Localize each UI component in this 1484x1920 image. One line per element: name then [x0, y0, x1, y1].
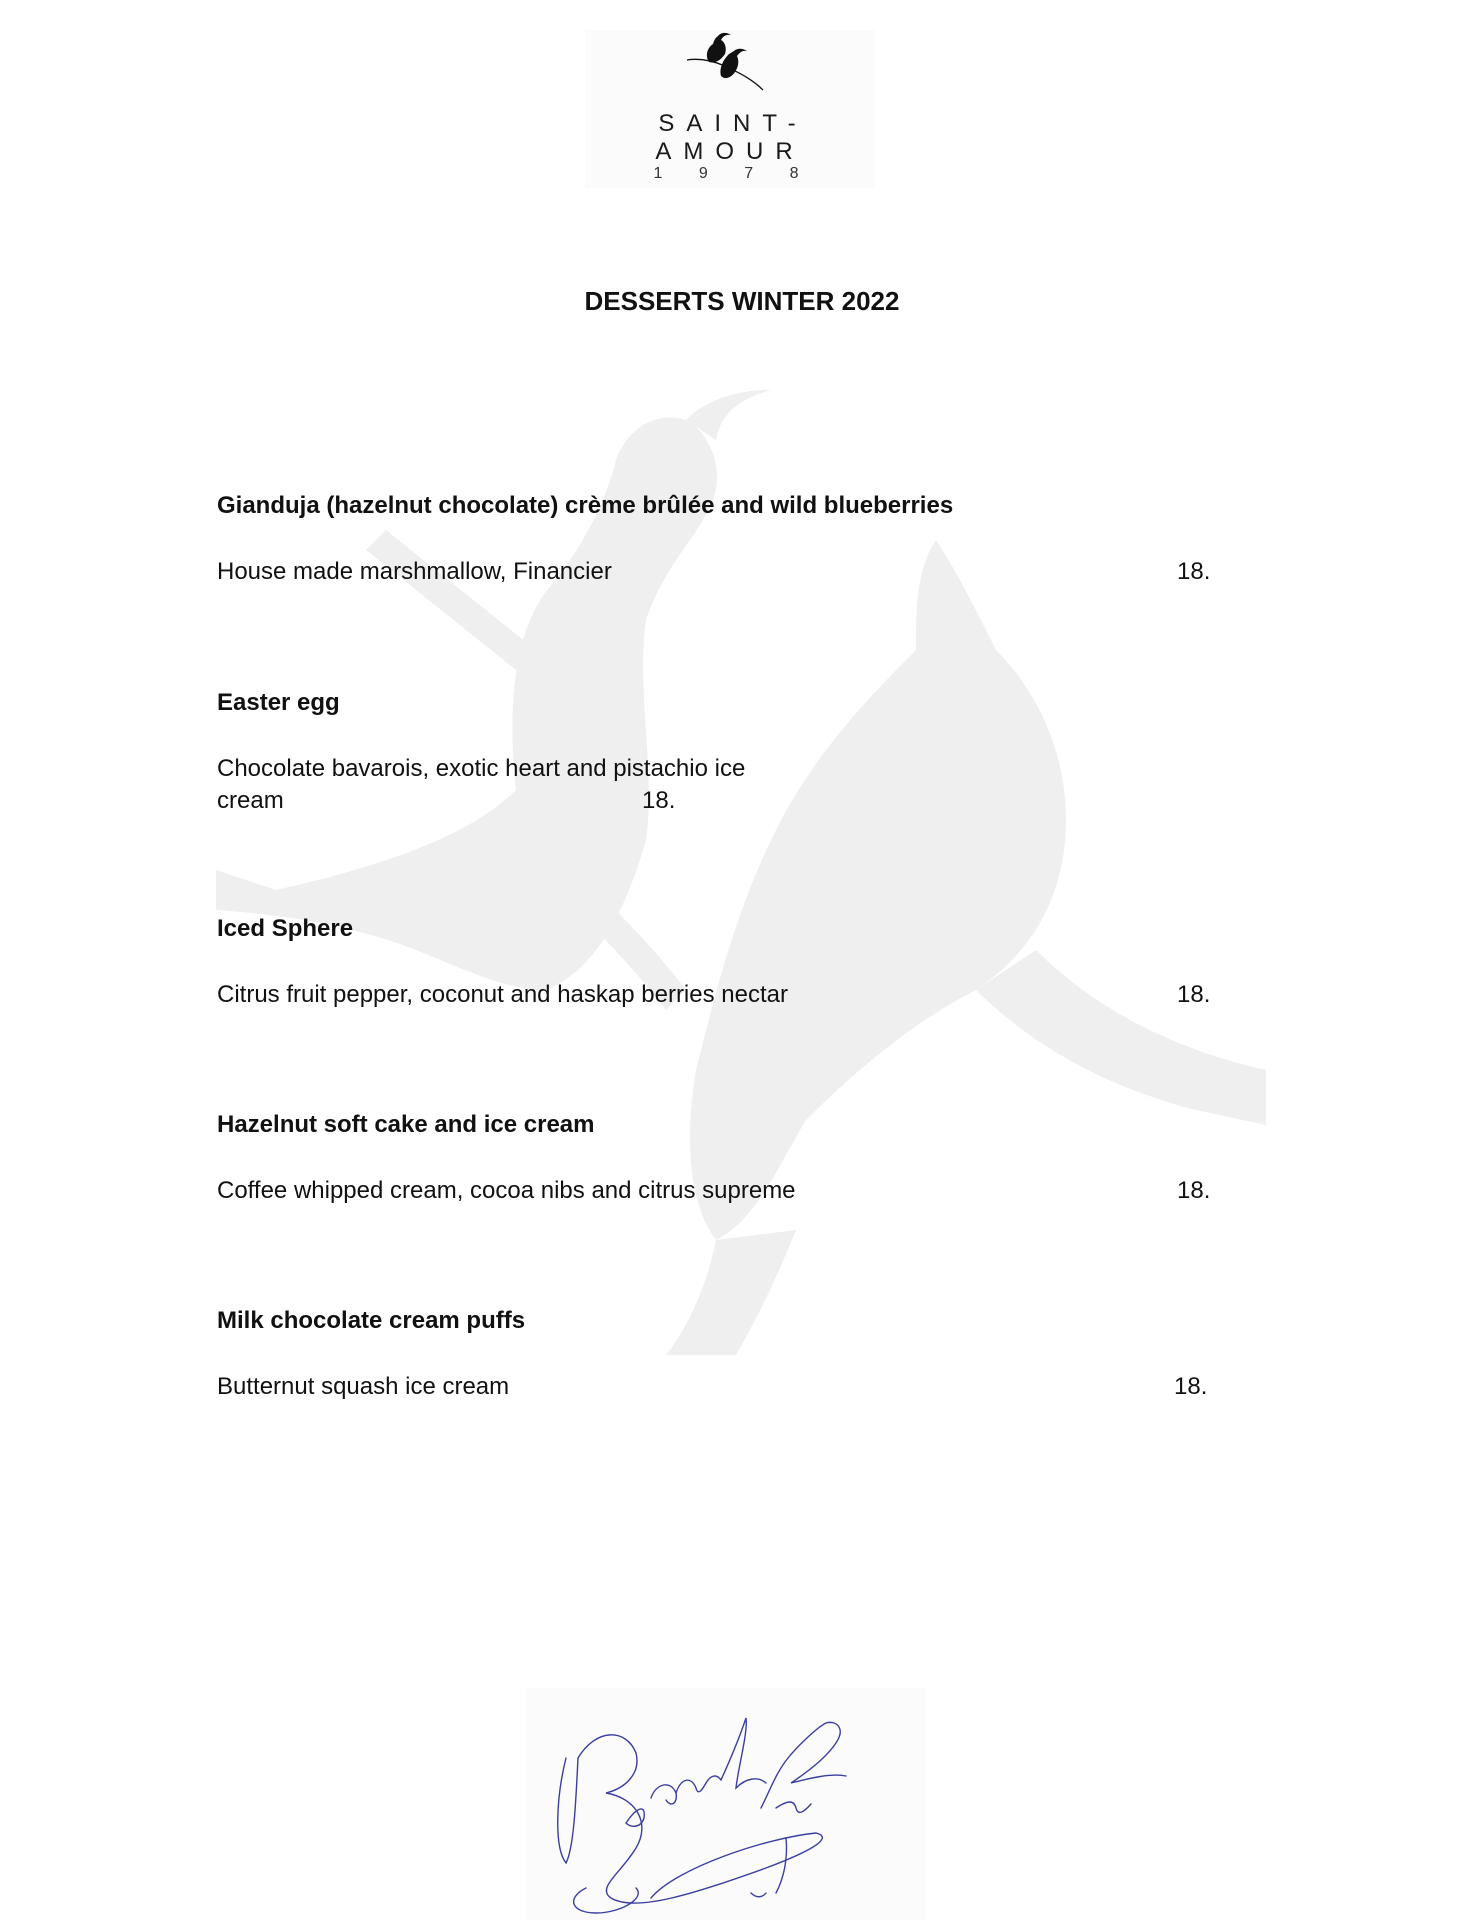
item-name: Milk chocolate cream puffs: [217, 1307, 526, 1334]
item-description: Citrus fruit pepper, coconut and haskap berries nectar: [217, 981, 788, 1008]
item-description: Coffee whipped cream, cocoa nibs and citrus supreme: [217, 1177, 796, 1204]
item-price: 18.: [1174, 1373, 1208, 1400]
menu-item: [217, 687, 1217, 814]
brand-name: SAINT-AMOUR: [655, 110, 808, 165]
page-title: DESSERTS WINTER 2022: [584, 286, 900, 316]
brand-logo: [585, 30, 875, 188]
item-description-line-2: cream: [217, 787, 284, 814]
signature-icon: [526, 1688, 926, 1920]
item-description: Butternut squash ice cream: [217, 1373, 510, 1400]
menu-item: [217, 490, 1217, 585]
item-price: 18.: [1177, 1177, 1211, 1204]
item-name: Hazelnut soft cake and ice cream: [217, 1111, 595, 1138]
menu-item: [217, 1305, 1217, 1400]
item-price: 18.: [642, 787, 676, 814]
birds-logo-icon: [685, 30, 765, 94]
item-description-line-1: Chocolate bavarois, exotic heart and pistachio ice: [217, 755, 746, 782]
menu-item: [217, 1109, 1217, 1204]
item-name: Iced Sphere: [217, 915, 354, 942]
item-description: House made marshmallow, Financier: [217, 558, 612, 585]
item-name: Gianduja (hazelnut chocolate) crème brûlée and wild blueberries: [217, 492, 954, 519]
item-name: Easter egg: [217, 689, 340, 716]
item-price: 18.: [1177, 558, 1211, 585]
item-price: 18.: [1177, 981, 1211, 1008]
brand-year: 1 9 7 8: [653, 165, 815, 182]
menu-item: [217, 913, 1217, 1008]
